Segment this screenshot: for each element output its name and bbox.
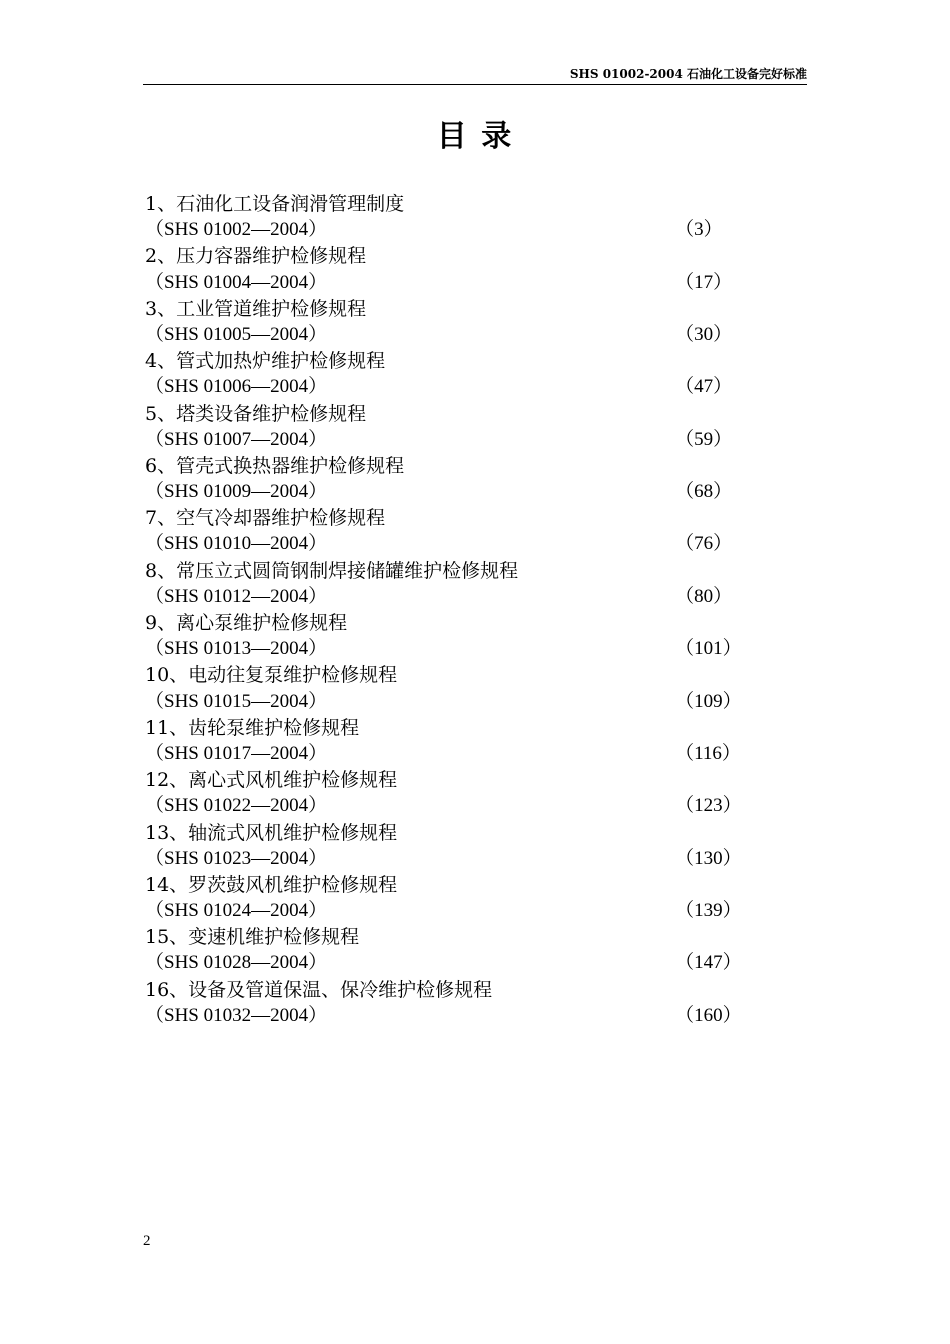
toc-entry[interactable] <box>145 820 765 872</box>
toc-entry-page: （17） <box>675 271 733 293</box>
toc-entry-title: 7、空气冷却器维护检修规程 <box>145 507 386 530</box>
toc-entry-standard-code: （SHS 01006—2004） <box>145 376 328 398</box>
toc-entry-title: 6、管壳式换热器维护检修规程 <box>145 454 405 477</box>
toc-entry-standard-code: （SHS 01023—2004） <box>145 847 328 869</box>
toc-entry-standard-code: （SHS 01007—2004） <box>145 428 328 450</box>
toc-entry-page: （3） <box>675 219 723 241</box>
toc-entry-reference <box>145 479 765 505</box>
toc-entry[interactable] <box>145 191 765 243</box>
toc-entry-standard-code: （SHS 01004—2004） <box>145 271 328 293</box>
toc-dot-leader <box>329 270 673 296</box>
toc-entry-reference <box>145 584 765 610</box>
toc-dot-leader <box>329 374 673 400</box>
toc-entry-standard-code: （SHS 01005—2004） <box>145 323 328 345</box>
toc-entry[interactable] <box>145 558 765 610</box>
running-header <box>143 66 807 85</box>
toc-entry-reference <box>145 689 765 715</box>
toc-dot-leader <box>329 584 673 610</box>
toc-entry-page: （130） <box>675 847 742 869</box>
toc-dot-leader <box>329 217 673 243</box>
toc-entry-standard-code: （SHS 01002—2004） <box>145 219 328 241</box>
toc-entry-page: （123） <box>675 795 742 817</box>
running-header-text: SHS 01002-2004 石油化工设备完好标准 <box>569 67 807 81</box>
toc-entry-page: （76） <box>675 533 733 555</box>
toc-entry-standard-code: （SHS 01022—2004） <box>145 795 328 817</box>
toc-dot-leader <box>329 427 673 453</box>
toc-dot-leader <box>329 898 673 924</box>
toc-dot-leader <box>329 793 673 819</box>
toc-entry-page: （30） <box>675 323 733 345</box>
toc-entry[interactable] <box>145 715 765 767</box>
toc-entry-reference <box>145 427 765 453</box>
toc-entry-standard-code: （SHS 01015—2004） <box>145 690 328 712</box>
toc-entry-reference <box>145 950 765 976</box>
toc-entry-reference <box>145 322 765 348</box>
toc-entry-reference <box>145 1003 765 1029</box>
toc-entry-standard-code: （SHS 01013—2004） <box>145 638 328 660</box>
toc-entry-reference <box>145 846 765 872</box>
toc-dot-leader <box>329 1003 673 1029</box>
toc-entry[interactable] <box>145 610 765 662</box>
toc-entry-title: 2、压力容器维护检修规程 <box>145 245 367 268</box>
toc-entry-reference <box>145 636 765 662</box>
toc-entry-title: 5、塔类设备维护检修规程 <box>145 402 367 425</box>
toc-entry-reference <box>145 531 765 557</box>
toc-entry-standard-code: （SHS 01017—2004） <box>145 742 328 764</box>
toc-entry[interactable] <box>145 924 765 976</box>
toc-dot-leader <box>329 636 673 662</box>
toc-entry[interactable] <box>145 243 765 295</box>
toc-entry-page: （68） <box>675 481 733 503</box>
page-number: 2 <box>143 1233 151 1249</box>
toc-entry-standard-code: （SHS 01024—2004） <box>145 900 328 922</box>
toc-entry[interactable] <box>145 505 765 557</box>
toc-entry[interactable] <box>145 977 765 1029</box>
toc-entry-standard-code: （SHS 01028—2004） <box>145 952 328 974</box>
toc-dot-leader <box>329 741 673 767</box>
toc-dot-leader <box>329 689 673 715</box>
toc-dot-leader <box>329 322 673 348</box>
toc-entry-reference <box>145 741 765 767</box>
toc-entry-standard-code: （SHS 01012—2004） <box>145 585 328 607</box>
toc-entry-page: （109） <box>675 690 742 712</box>
toc-entry-title: 9、离心泵维护检修规程 <box>145 612 348 634</box>
toc-entry[interactable] <box>145 767 765 819</box>
toc-entry[interactable] <box>145 872 765 924</box>
toc-entry-standard-code: （SHS 01032—2004） <box>145 1004 328 1026</box>
toc-entry-page: （160） <box>675 1004 742 1026</box>
page-title: 目 录 <box>436 119 514 154</box>
toc-entry-title: 3、工业管道维护检修规程 <box>145 297 367 320</box>
toc-entry-title: 1、石油化工设备润滑管理制度 <box>145 193 405 215</box>
toc-entry-page: （59） <box>675 428 733 450</box>
toc-entry-reference <box>145 898 765 924</box>
toc-entry-page: （47） <box>675 376 733 398</box>
toc-entry-reference <box>145 374 765 400</box>
toc-entry-title: 15、变速机维护检修规程 <box>145 926 360 949</box>
toc-entry[interactable] <box>145 453 765 505</box>
toc-entry[interactable] <box>145 296 765 348</box>
toc-entry-title: 10、电动往复泵维护检修规程 <box>145 664 398 687</box>
toc-entry-page: （147） <box>675 952 742 974</box>
toc-entry-standard-code: （SHS 01009—2004） <box>145 481 328 503</box>
toc-entry-title: 4、管式加热炉维护检修规程 <box>145 350 386 373</box>
toc-entry[interactable] <box>145 662 765 714</box>
toc-entry-title: 12、离心式风机维护检修规程 <box>145 769 398 792</box>
toc-entry-title: 8、常压立式圆筒钢制焊接储罐维护检修规程 <box>145 559 519 582</box>
toc-entry-page: （80） <box>675 585 733 607</box>
toc-entry[interactable] <box>145 348 765 400</box>
toc-entry-title: 13、轴流式风机维护检修规程 <box>145 821 398 844</box>
toc-entry-reference <box>145 270 765 296</box>
toc-entry-title: 11、齿轮泵维护检修规程 <box>145 716 360 739</box>
toc-dot-leader <box>329 951 673 977</box>
toc-entry-title: 16、设备及管道保温、保冷维护检修规程 <box>145 978 493 1001</box>
toc-dot-leader <box>329 479 673 505</box>
toc-entry-standard-code: （SHS 01010—2004） <box>145 533 328 555</box>
toc-entry-reference <box>145 793 765 819</box>
toc-dot-leader <box>329 846 673 872</box>
toc-entry-page: （101） <box>675 638 742 660</box>
toc-entry-page: （139） <box>675 900 742 922</box>
table-of-contents <box>145 191 765 1029</box>
toc-entry-title: 14、罗茨鼓风机维护检修规程 <box>145 873 398 896</box>
toc-entry-reference <box>145 217 765 243</box>
toc-dot-leader <box>329 532 673 558</box>
toc-entry-page: （116） <box>675 742 741 764</box>
toc-entry[interactable] <box>145 401 765 453</box>
